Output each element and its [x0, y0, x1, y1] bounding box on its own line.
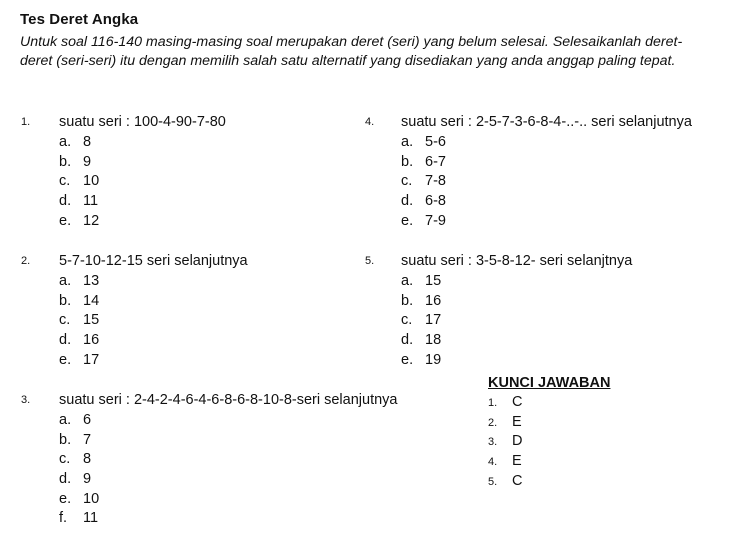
question-number: 5.: [365, 255, 375, 267]
option-value: 15: [83, 312, 100, 329]
answer-key-item: [488, 413, 610, 433]
option-list: [401, 133, 446, 231]
option-list: [59, 272, 99, 370]
option-letter: b.: [59, 292, 72, 309]
question-text: 5-7-10-12-15 seri selanjutnya: [59, 253, 248, 269]
option-item: [59, 490, 99, 510]
option-item: [401, 351, 441, 371]
option-letter: a.: [59, 134, 72, 150]
option-item: [59, 192, 99, 212]
option-item: [59, 411, 99, 431]
option-item: [59, 470, 99, 490]
option-letter: c.: [59, 173, 71, 190]
option-letter: c.: [401, 173, 413, 190]
option-letter: d.: [59, 471, 72, 488]
option-letter: d.: [401, 193, 414, 210]
option-letter: e.: [59, 490, 72, 507]
option-value: 15: [425, 273, 442, 289]
option-letter: d.: [59, 332, 72, 349]
answer-key-item: [488, 393, 610, 413]
answer-key-title: KUNCI JAWABAN: [488, 375, 611, 391]
answer-number: 4.: [488, 456, 498, 469]
option-list: [59, 411, 99, 529]
option-item: [59, 133, 99, 153]
question-text: suatu seri : 100-4-90-7-80: [59, 114, 226, 130]
option-letter: e.: [59, 212, 72, 229]
option-letter: f.: [59, 510, 68, 527]
option-value: 19: [425, 351, 442, 368]
question-text: suatu seri : 3-5-8-12- seri selanjtnya: [401, 253, 633, 269]
option-letter: a.: [59, 273, 72, 289]
option-item: [401, 292, 441, 312]
option-value: 11: [83, 510, 99, 527]
question-text: suatu seri : 2-5-7-3-6-8-4-..-.. seri selanjutnya: [401, 114, 692, 130]
option-value: 6-7: [425, 153, 446, 170]
option-item: [59, 509, 99, 529]
answer-value: E: [512, 413, 522, 430]
answer-value: C: [512, 394, 523, 410]
option-letter: e.: [401, 212, 414, 229]
option-letter: b.: [401, 153, 414, 170]
option-value: 5-6: [425, 134, 446, 150]
option-item: [401, 192, 446, 212]
option-item: [59, 431, 99, 451]
option-value: 18: [425, 332, 442, 349]
option-item: [59, 153, 99, 173]
option-letter: d.: [401, 332, 414, 349]
option-letter: e.: [59, 351, 72, 368]
answer-key: [488, 375, 610, 491]
option-item: [59, 172, 99, 192]
option-letter: b.: [59, 153, 72, 170]
answer-value: E: [512, 453, 522, 470]
answer-number: 5.: [488, 475, 498, 488]
option-letter: c.: [59, 451, 71, 468]
option-value: 16: [425, 292, 442, 309]
option-item: [401, 172, 446, 192]
option-value: 16: [83, 332, 100, 349]
answer-number: 3.: [488, 436, 498, 449]
option-value: 14: [83, 292, 100, 309]
option-value: 17: [425, 312, 442, 329]
option-value: 17: [83, 351, 100, 368]
option-value: 12: [83, 212, 100, 229]
option-item: [401, 133, 446, 153]
option-letter: e.: [401, 351, 414, 368]
answer-key-item: [488, 432, 610, 452]
question-number: 2.: [21, 255, 31, 267]
option-value: 9: [83, 471, 92, 488]
option-value: 7-8: [425, 173, 446, 190]
question-number: 1.: [21, 116, 31, 128]
answer-key-list: [488, 393, 610, 491]
answer-number: 2.: [488, 416, 498, 429]
option-item: [59, 450, 99, 470]
option-item: [59, 331, 99, 351]
option-value: 10: [83, 173, 100, 190]
question-text: suatu seri : 2-4-2-4-6-4-6-8-6-8-10-8-seri selanjutnya: [59, 392, 398, 408]
option-item: [401, 331, 441, 351]
answer-number: 1.: [488, 397, 498, 409]
option-value: 6: [83, 412, 92, 428]
option-value: 8: [83, 134, 92, 150]
option-item: [401, 153, 446, 173]
option-letter: a.: [401, 273, 414, 289]
option-item: [401, 311, 441, 331]
option-letter: b.: [401, 292, 414, 309]
option-item: [59, 272, 99, 292]
answer-key-item: [488, 472, 610, 492]
option-value: 11: [83, 193, 99, 210]
option-letter: b.: [59, 431, 72, 448]
option-value: 10: [83, 490, 100, 507]
option-item: [401, 272, 441, 292]
answer-key-item: [488, 452, 610, 472]
option-value: 7-9: [425, 212, 446, 229]
option-item: [59, 212, 99, 232]
option-value: 8: [83, 451, 92, 468]
option-item: [401, 212, 446, 232]
option-item: [59, 292, 99, 312]
page-title: Tes Deret Angka: [20, 11, 139, 28]
option-item: [59, 311, 99, 331]
option-letter: c.: [401, 312, 413, 329]
instructions: Untuk soal 116-140 masing-masing soal merupakan deret (seri) yang belum selesai. Selesaikanlah deret-deret (seri-seri) itu dengan memilih salah satu alternatif yang disediakan yang anda anggap paling tepat.: [20, 34, 683, 69]
option-letter: a.: [59, 412, 72, 428]
question-number: 4.: [365, 116, 375, 128]
option-letter: c.: [59, 312, 71, 329]
option-letter: a.: [401, 134, 414, 150]
option-item: [59, 351, 99, 371]
option-value: 7: [83, 431, 92, 448]
option-list: [59, 133, 99, 231]
option-value: 9: [83, 153, 92, 170]
answer-value: C: [512, 472, 523, 489]
option-letter: d.: [59, 193, 72, 210]
option-value: 13: [83, 273, 100, 289]
answer-value: D: [512, 433, 523, 450]
option-value: 6-8: [425, 193, 446, 210]
option-list: [401, 272, 441, 370]
question-number: 3.: [21, 394, 31, 406]
